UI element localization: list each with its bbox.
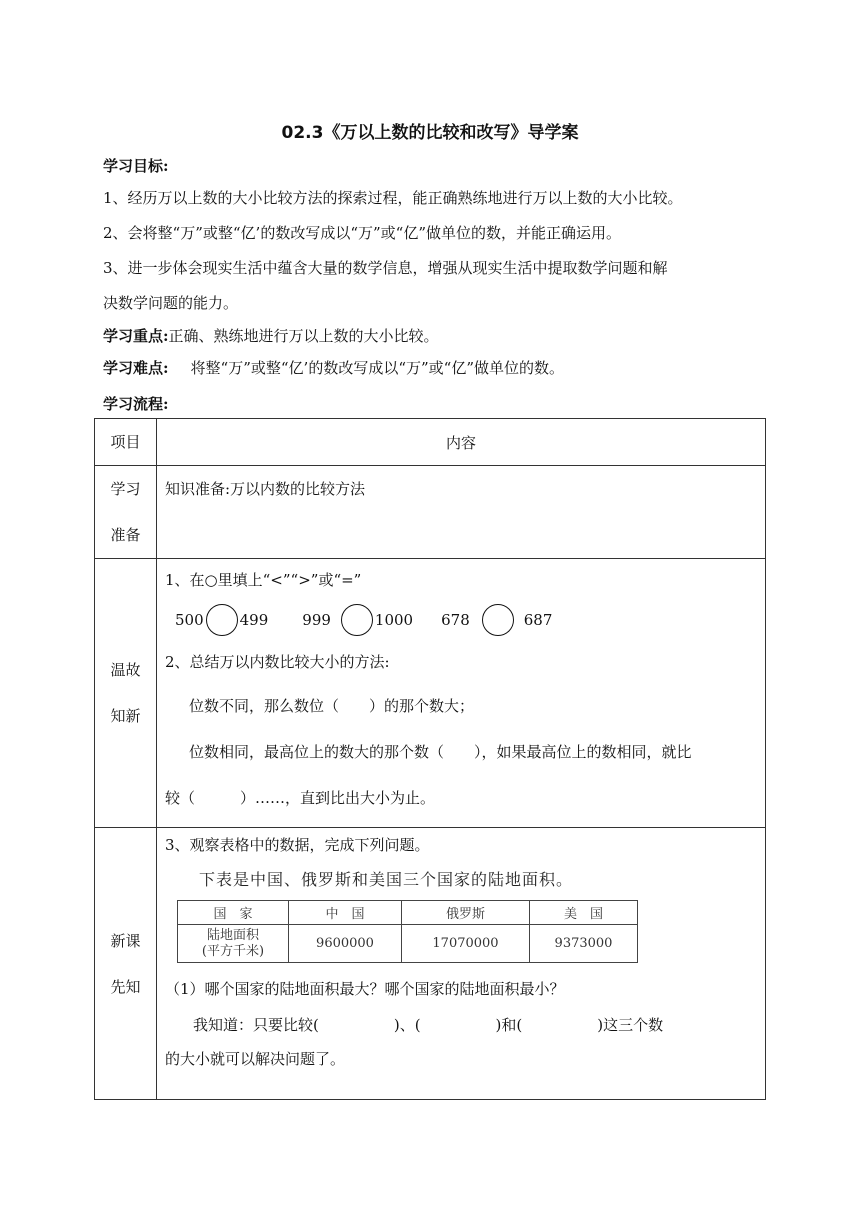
- row-content-cell: [157, 559, 766, 828]
- goal-line-2: 2、会将整“万”或整“亿’的数改写成以“万”或“亿”做单位的数，并能正确运用。: [103, 224, 621, 242]
- compare-left-number: 678: [441, 611, 470, 629]
- row-label-line-2: 准备: [110, 526, 141, 544]
- difficulty-label: 学习难点:: [103, 359, 169, 377]
- land-area-table: [177, 900, 638, 963]
- question-2: 2、总结万以内数比较大小的方法:: [165, 653, 390, 671]
- area-row-label-cell: [178, 925, 289, 963]
- compare-circle-3[interactable]: [482, 604, 514, 636]
- area-value-cell: 9373000: [530, 925, 638, 963]
- row-content-cell: [157, 828, 766, 1100]
- header-item-label: 项目: [110, 433, 141, 451]
- compare-circle-2[interactable]: [341, 604, 373, 636]
- sub-question-1: （1）哪个国家的陆地面积最大？哪个国家的陆地面积最小？: [165, 980, 565, 998]
- method-line-2: 位数相同，最高位上的数大的那个数（ ），如果最高位上的数相同，就比: [189, 743, 692, 761]
- header-item-cell: [95, 419, 157, 466]
- area-row-label-line-1: 陆地面积: [206, 927, 259, 943]
- row-label-cell: [95, 466, 157, 559]
- table-row-preparation: [95, 466, 766, 559]
- goal-line-1: 1、经历万以上数的大小比较方法的探索过程，能正确熟练地进行万以上数的大小比较。: [103, 189, 683, 207]
- difficulty-row: [103, 357, 564, 378]
- row-label-line-1: 新课: [110, 931, 141, 950]
- header-content-cell: [157, 419, 766, 466]
- area-row-label-line-2: (平方千米): [201, 943, 265, 959]
- compare-right-number: 687: [523, 611, 553, 629]
- question-1: 1、在○里填上“<”“>”或“=”: [165, 571, 362, 589]
- area-table-caption: 下表是中国、俄罗斯和美国三个国家的陆地面积。: [199, 870, 574, 889]
- method-line-3: 较（ ）……，直到比出大小为止。: [165, 789, 436, 807]
- row-label-line-2: 知新: [110, 707, 141, 725]
- preparation-text: 知识准备:万以内数的比较方法: [165, 480, 366, 498]
- area-value-row: [178, 925, 638, 963]
- row-label-cell: [95, 828, 157, 1100]
- key-point-label: 学习重点:: [103, 327, 169, 345]
- comparison-row: [165, 598, 757, 642]
- compare-left-number: 500: [175, 611, 204, 629]
- row-label-cell: [95, 559, 157, 828]
- flow-heading: 学习流程:: [103, 395, 169, 413]
- goal-line-4: 决数学问题的能力。: [103, 294, 239, 312]
- area-value-cell: 17070000: [402, 925, 530, 963]
- table-row-new-lesson: [95, 828, 766, 1100]
- row-label-line-2: 先知: [110, 977, 141, 996]
- key-point-row: [103, 325, 439, 346]
- compare-circle-1[interactable]: [206, 604, 238, 636]
- know-line-1: 我知道：只要比较( )、( )和( )这三个数: [193, 1016, 664, 1034]
- compare-left-number: 999: [302, 611, 331, 629]
- document-title: 02.3《万以上数的比较和改写》导学案: [281, 123, 579, 143]
- compare-right-number: 499: [239, 611, 269, 629]
- area-header-cell: 中 国: [289, 901, 402, 925]
- row-label-line-1: 学习: [110, 480, 141, 498]
- table-row-review: [95, 559, 766, 828]
- know-line-2: 的大小就可以解决问题了。: [165, 1050, 346, 1068]
- row-content-cell: [157, 466, 766, 559]
- header-content-label: 内容: [445, 433, 476, 452]
- table-header-row: [95, 419, 766, 466]
- area-header-cell: 国 家: [178, 901, 289, 925]
- area-header-cell: 美 国: [530, 901, 638, 925]
- area-header-cell: 俄罗斯: [402, 901, 530, 925]
- compare-right-number: 1000: [374, 611, 414, 629]
- row-label-line-1: 温故: [110, 661, 141, 679]
- area-value-cell: 9600000: [289, 925, 402, 963]
- key-point-text: 正确、熟练地进行万以上数的大小比较。: [168, 327, 439, 345]
- area-header-row: [178, 901, 638, 925]
- study-flow-table: [94, 418, 766, 1100]
- goal-heading: 学习目标:: [103, 157, 169, 175]
- method-line-1: 位数不同，那么数位（ ）的那个数大；: [189, 697, 475, 715]
- goal-line-3: 3、进一步体会现实生活中蕴含大量的数学信息，增强从现实生活中提取数学问题和解: [103, 259, 668, 277]
- question-3: 3、观察表格中的数据，完成下列问题。: [165, 836, 430, 854]
- difficulty-text: 将整“万”或整“亿’的数改写成以“万”或“亿”做单位的数。: [190, 359, 564, 377]
